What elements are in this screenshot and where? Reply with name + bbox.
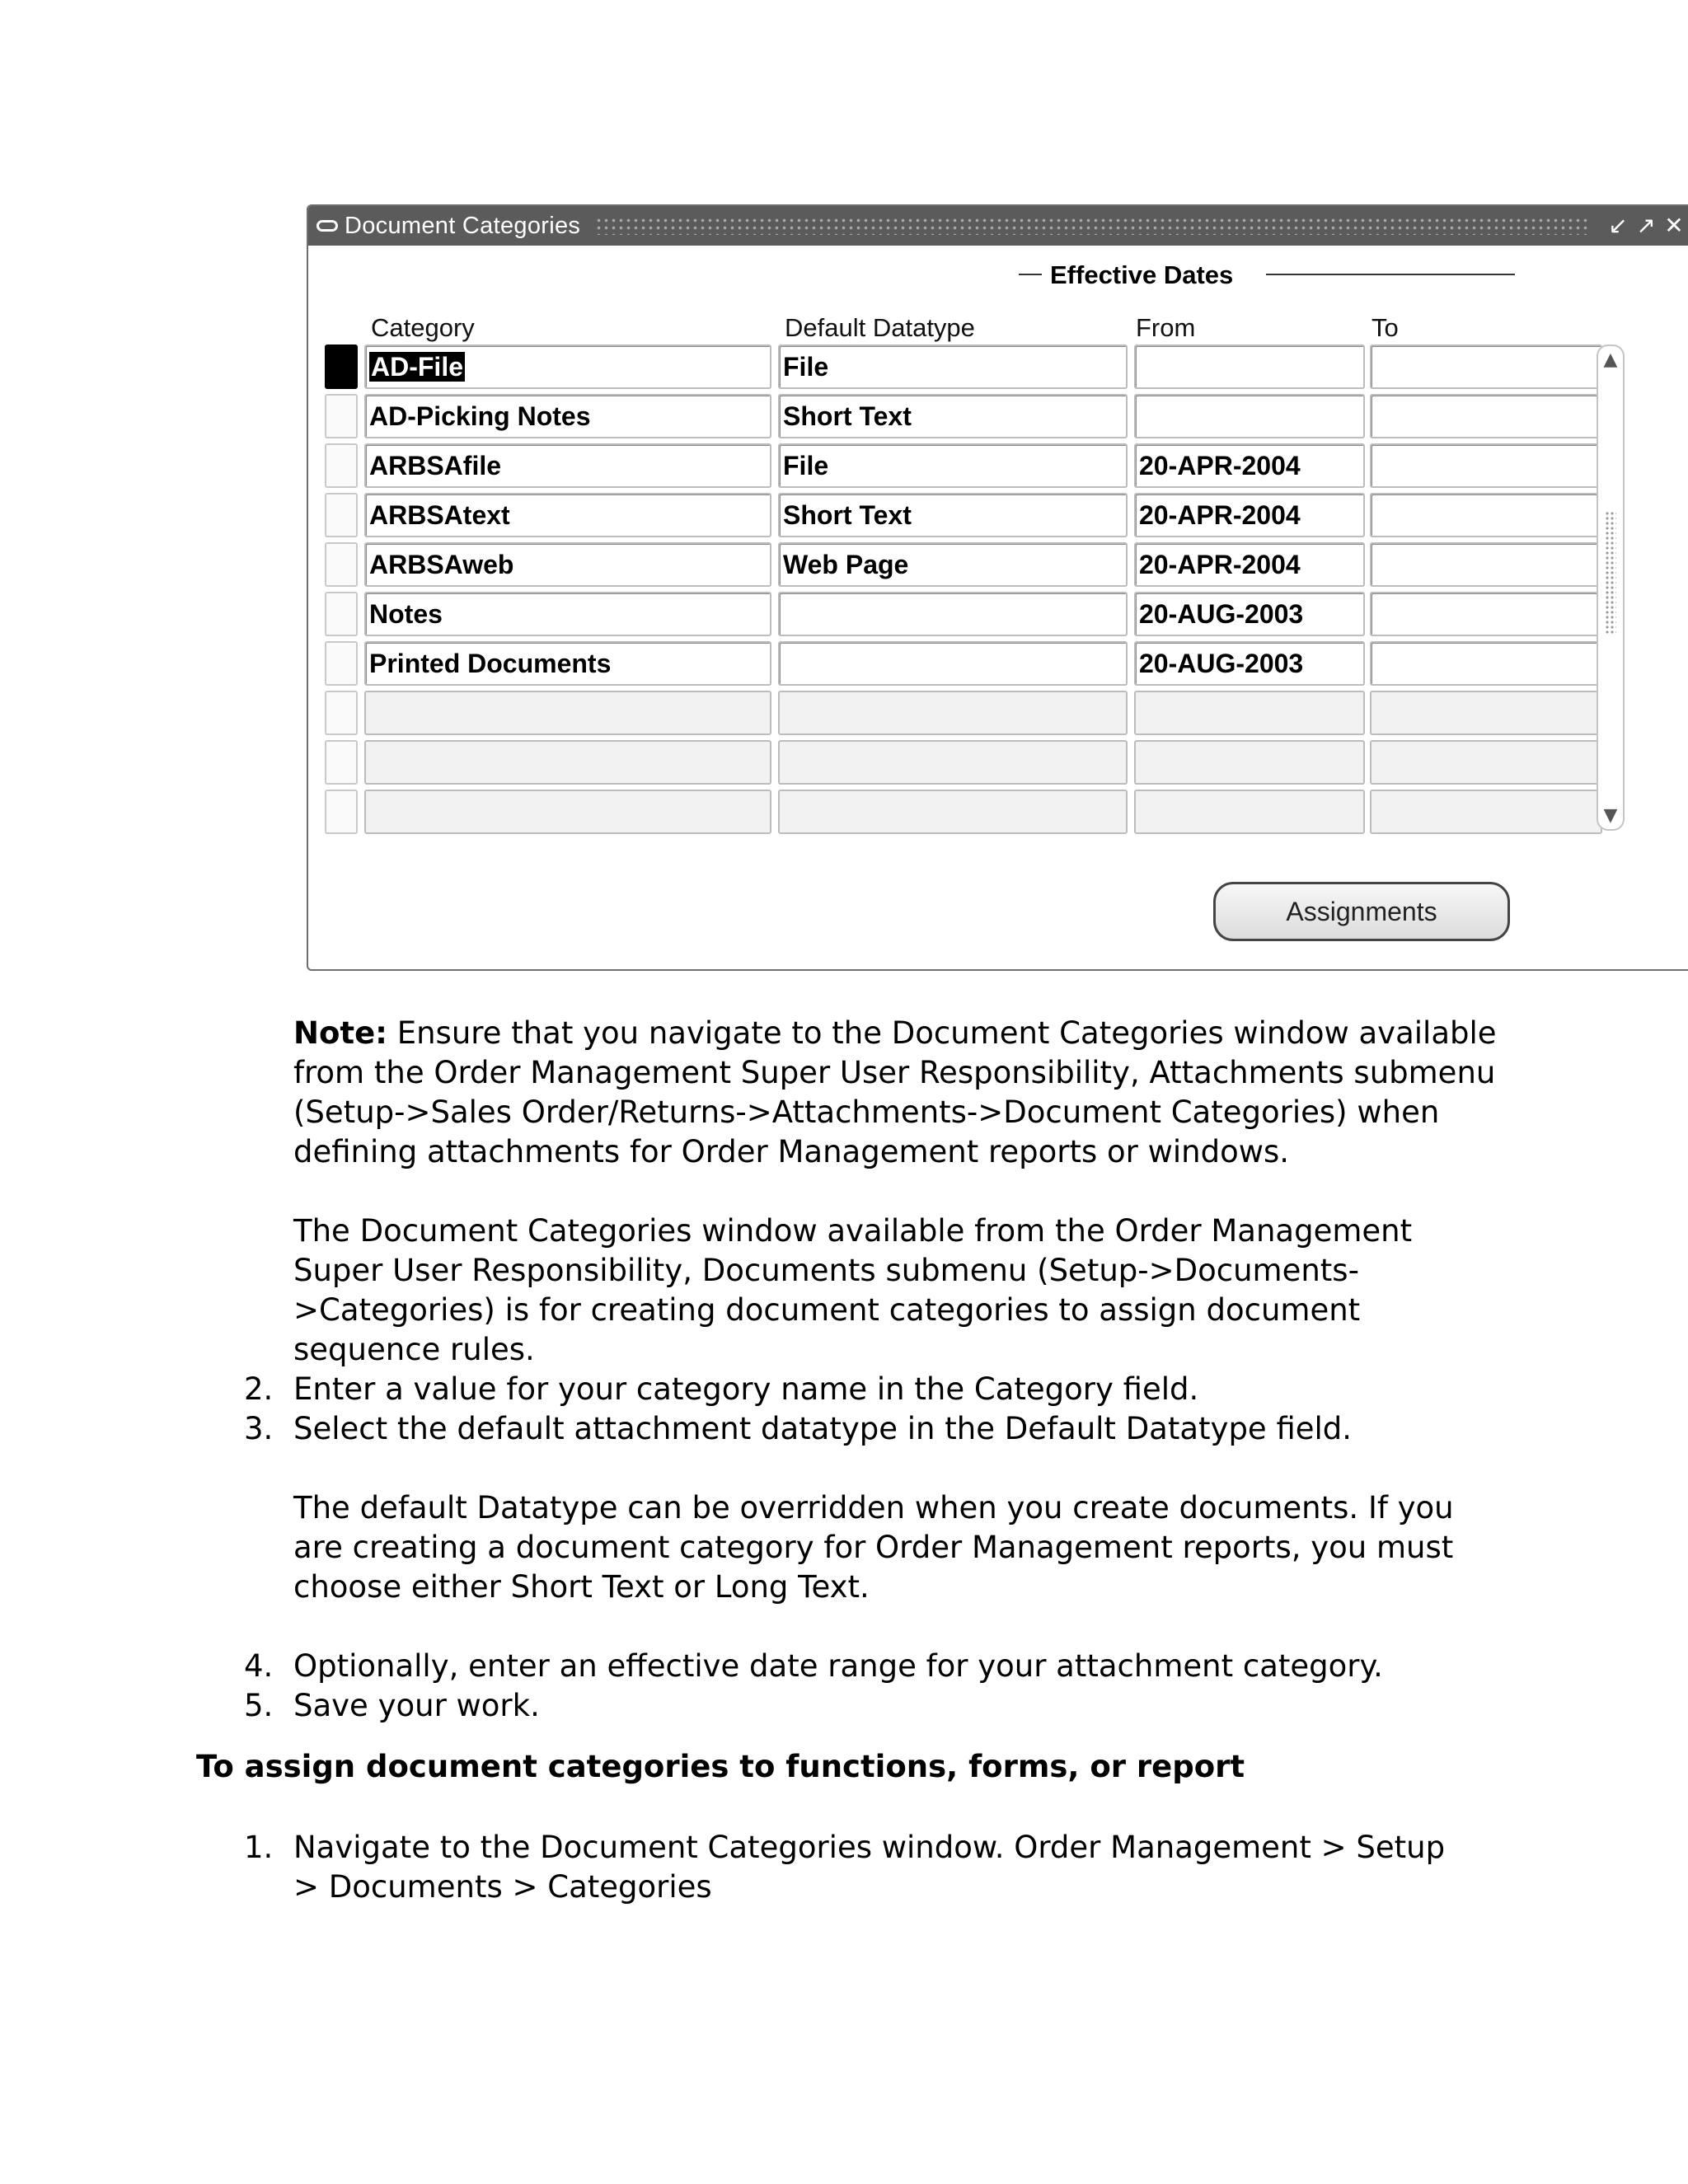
datatype-field[interactable] bbox=[778, 691, 1128, 735]
assignments-button[interactable]: Assignments bbox=[1213, 882, 1510, 941]
datatype-field[interactable] bbox=[778, 740, 1128, 785]
to-date-field[interactable] bbox=[1370, 493, 1602, 537]
row-selector[interactable] bbox=[325, 592, 358, 636]
note-text: Ensure that you navigate to the Document Categories window available from the Order Management Super User Responsibility, Attachments submenu (Setup->Sales Order/Returns->Attachments->Document Categories) when defining attachments for Order Management reports or windows. bbox=[293, 1015, 1497, 1169]
scroll-up-icon[interactable]: ▲ bbox=[1603, 349, 1618, 370]
datatype-paragraph: The default Datatype can be overridden when you create documents. If you are creating a document category for Order Management reports, you must choose either Short Text or Long Text. bbox=[293, 1490, 1454, 1605]
vertical-scrollbar[interactable] bbox=[1597, 344, 1625, 831]
from-date-field[interactable] bbox=[1134, 394, 1365, 438]
step-text: Select the default attachment datatype in the Default Datatype field. bbox=[293, 1411, 1353, 1446]
column-header-category: Category bbox=[371, 313, 475, 342]
datatype-field[interactable]: Web Page bbox=[778, 542, 1128, 587]
window-title: Document Categories bbox=[345, 212, 581, 239]
from-date-field[interactable]: 20-APR-2004 bbox=[1134, 493, 1365, 537]
row-selector[interactable] bbox=[325, 740, 358, 785]
row-selector[interactable] bbox=[325, 493, 358, 537]
from-date-field[interactable] bbox=[1134, 344, 1365, 389]
list-item bbox=[244, 1686, 1530, 1726]
row-selector[interactable] bbox=[325, 394, 358, 438]
to-date-field[interactable] bbox=[1370, 542, 1602, 587]
row-selector[interactable] bbox=[325, 443, 358, 488]
from-date-field[interactable] bbox=[1134, 790, 1365, 834]
section-heading: To assign document categories to functions, forms, or report bbox=[196, 1749, 1245, 1784]
from-date-field[interactable]: 20-AUG-2003 bbox=[1134, 641, 1365, 686]
category-field[interactable]: ARBSAtext bbox=[364, 493, 771, 537]
category-field[interactable]: ARBSAweb bbox=[364, 542, 771, 587]
step-number: 3. bbox=[244, 1411, 274, 1446]
document-categories-window bbox=[307, 204, 1688, 971]
window-menu-icon[interactable] bbox=[316, 220, 338, 232]
step-number: 5. bbox=[244, 1688, 274, 1723]
category-field[interactable]: ARBSAfile bbox=[364, 443, 771, 488]
to-date-field[interactable] bbox=[1370, 443, 1602, 488]
from-date-field[interactable]: 20-AUG-2003 bbox=[1134, 592, 1365, 636]
group-line-right bbox=[1266, 274, 1515, 275]
step-text: Save your work. bbox=[293, 1688, 540, 1723]
step-number: 1. bbox=[244, 1830, 274, 1865]
minimize-icon[interactable]: ↙ bbox=[1608, 212, 1628, 239]
to-date-field[interactable] bbox=[1370, 344, 1602, 389]
step-text: Navigate to the Document Categories window. Order Management > Setup > Documents > Categories bbox=[293, 1830, 1446, 1905]
note-paragraph bbox=[293, 1014, 1497, 1172]
list-item bbox=[244, 1647, 1530, 1686]
row-selector[interactable] bbox=[325, 790, 358, 834]
to-date-field[interactable] bbox=[1370, 592, 1602, 636]
note-label: Note: bbox=[293, 1015, 387, 1051]
datatype-field[interactable] bbox=[778, 790, 1128, 834]
row-selector[interactable] bbox=[325, 344, 358, 389]
category-field[interactable]: AD-Picking Notes bbox=[364, 394, 771, 438]
to-date-field[interactable] bbox=[1370, 641, 1602, 686]
datatype-field[interactable]: File bbox=[778, 344, 1128, 389]
datatype-field[interactable]: Short Text bbox=[778, 394, 1128, 438]
close-icon[interactable]: ✕ bbox=[1664, 212, 1684, 239]
category-field[interactable] bbox=[364, 691, 771, 735]
list-item bbox=[244, 1828, 1464, 1907]
column-header-to: To bbox=[1372, 313, 1399, 342]
group-line-left bbox=[1019, 274, 1042, 275]
column-header-from: From bbox=[1136, 313, 1196, 342]
from-date-field[interactable] bbox=[1134, 691, 1365, 735]
from-date-field[interactable] bbox=[1134, 740, 1365, 785]
list-item bbox=[244, 1370, 1530, 1409]
maximize-icon[interactable]: ↗ bbox=[1636, 212, 1656, 239]
to-date-field[interactable] bbox=[1370, 790, 1602, 834]
from-date-field[interactable]: 20-APR-2004 bbox=[1134, 443, 1365, 488]
effective-dates-label: Effective Dates bbox=[1050, 260, 1234, 289]
step-text: Enter a value for your category name in the Category field. bbox=[293, 1371, 1199, 1407]
window-titlebar[interactable] bbox=[308, 206, 1688, 246]
titlebar-grip bbox=[595, 217, 1589, 235]
from-date-field[interactable]: 20-APR-2004 bbox=[1134, 542, 1365, 587]
datatype-field[interactable] bbox=[778, 641, 1128, 686]
category-field[interactable]: Printed Documents bbox=[364, 641, 771, 686]
category-field[interactable] bbox=[364, 790, 771, 834]
step-number: 2. bbox=[244, 1371, 274, 1407]
datatype-field[interactable]: Short Text bbox=[778, 493, 1128, 537]
scrollbar-grip[interactable] bbox=[1605, 511, 1616, 635]
to-date-field[interactable] bbox=[1370, 394, 1602, 438]
to-date-field[interactable] bbox=[1370, 740, 1602, 785]
row-selector[interactable] bbox=[325, 641, 358, 686]
step-number: 4. bbox=[244, 1648, 274, 1684]
to-date-field[interactable] bbox=[1370, 691, 1602, 735]
list-item bbox=[244, 1409, 1530, 1449]
scroll-down-icon[interactable]: ▼ bbox=[1603, 805, 1618, 826]
category-field[interactable] bbox=[364, 740, 771, 785]
effective-dates-group bbox=[1019, 257, 1688, 290]
row-selector[interactable] bbox=[325, 691, 358, 735]
datatype-field[interactable] bbox=[778, 592, 1128, 636]
column-header-default-datatype: Default Datatype bbox=[785, 313, 975, 342]
row-selector[interactable] bbox=[325, 542, 358, 587]
categories-paragraph: The Document Categories window available from the Order Management Super User Responsibility, Documents submenu (Setup->Documents->Categories) is for creating document categories to assign document sequence rules. bbox=[293, 1213, 1413, 1367]
category-field[interactable]: Notes bbox=[364, 592, 771, 636]
category-field[interactable]: AD-File bbox=[364, 344, 771, 389]
step-text: Optionally, enter an effective date range for your attachment category. bbox=[293, 1648, 1383, 1684]
datatype-field[interactable]: File bbox=[778, 443, 1128, 488]
